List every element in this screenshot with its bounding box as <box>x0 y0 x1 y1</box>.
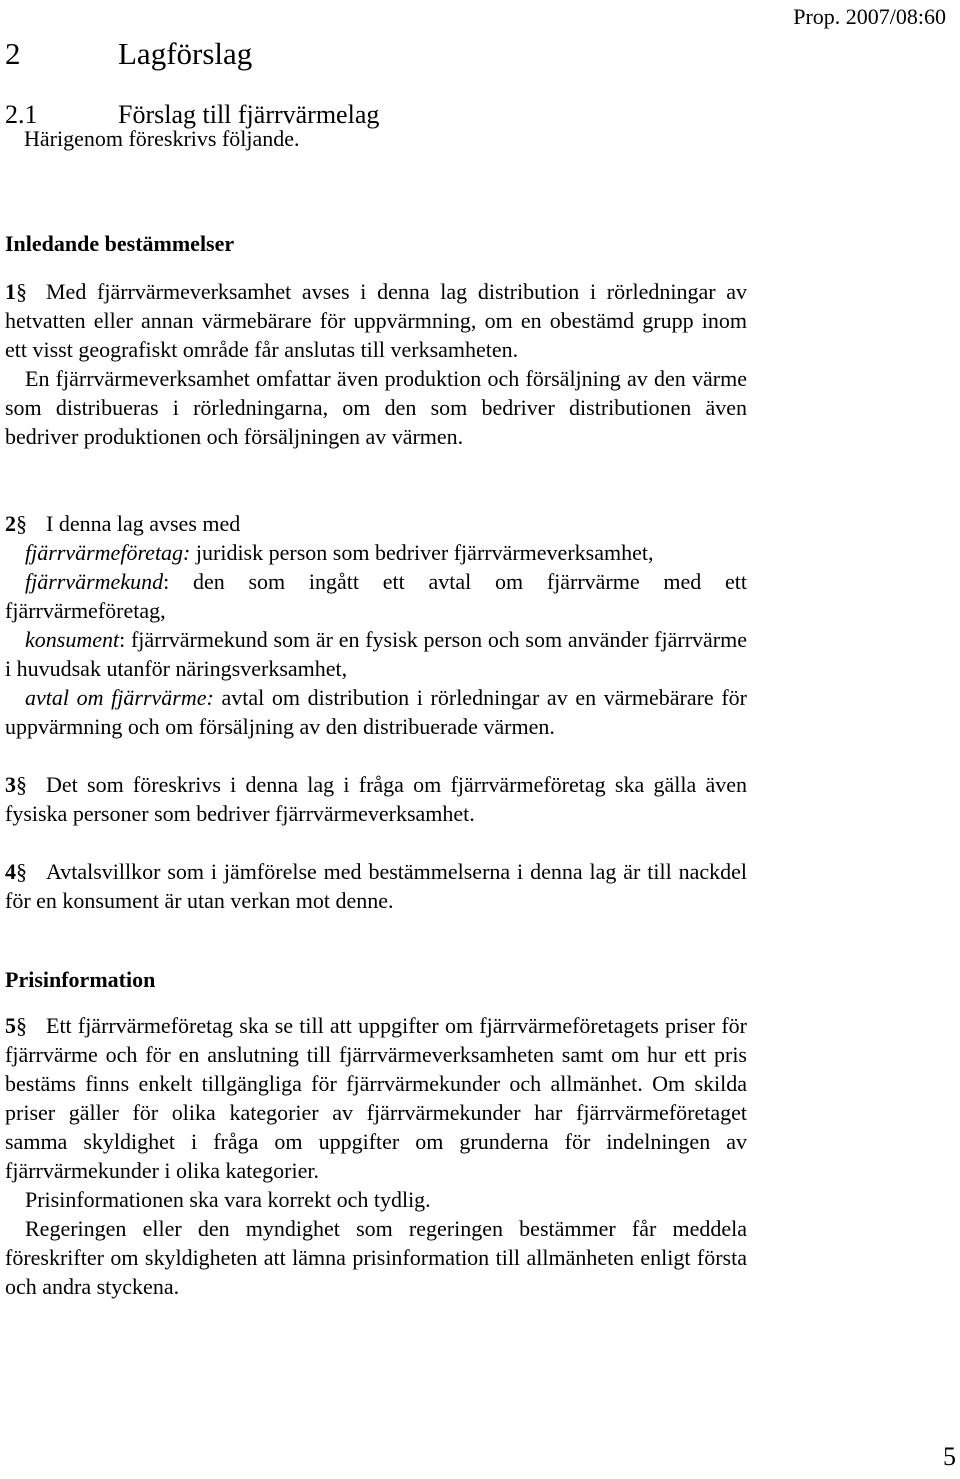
section-sign: § <box>16 772 27 797</box>
intro-text: Härigenom föreskrivs följande. <box>24 126 300 151</box>
definition-text: : den som ingått ett avtal om fjärrvärme med ett fjärrvärmeföretag, <box>5 569 747 623</box>
definition-term: fjärrvärmeföretag: <box>25 540 191 565</box>
paragraph-text: Det som föreskrivs i denna lag i fråga om fjärrvärmeföretag ska gälla även fysiska personer som bedriver fjärrvärmeverksamhet. <box>5 772 747 826</box>
page-number: 5 <box>943 1442 956 1471</box>
paragraph-text: Avtalsvillkor som i jämförelse med bestämmelserna i denna lag är till nackdel för en konsument är utan verkan mot denne. <box>5 859 747 913</box>
paragraph-text: I denna lag avses med <box>46 511 241 536</box>
definition-text: avtal om distribution i rörledningar av en värmebärare för uppvärmning och om försäljning av den distribuerade värmen. <box>5 685 747 739</box>
definition-text: : fjärrvärmekund som är en fysisk person och som använder fjärrvärme i huvudsak utanför näringsverksamhet, <box>5 627 747 681</box>
definition-item <box>5 683 747 741</box>
heading-inledande-bestammelser: Inledande bestämmelser <box>5 231 235 256</box>
section-number: 2.1 <box>5 100 38 129</box>
paragraph-text: En fjärrvärmeverksamhet omfattar även produktion och försäljning av den värme som distribueras i rörledningarna, om den som bedriver distributionen även bedriver produktionen och försäljningen av värmen. <box>5 366 747 449</box>
paragraph-number: 3 <box>5 772 16 797</box>
paragraph-text: Regeringen eller den myndighet som regeringen bestämmer får meddela föreskrifter om skyldigheten att lämna prisinformation till allmänheten enligt första och andra styckena. <box>5 1216 747 1299</box>
section-title: Förslag till fjärrvärmelag <box>118 100 380 129</box>
paragraph-number: 2 <box>5 511 16 536</box>
paragraph-number: 1 <box>5 279 16 304</box>
definition-term: avtal om fjärrvärme: <box>25 685 214 710</box>
section-sign: § <box>16 279 27 304</box>
paragraph-text: Ett fjärrvärmeföretag ska se till att uppgifter om fjärrvärmeföretagets priser för fjärrvärme och för en anslutning till fjärrvärmeverksamheten samt om hur ett pris bestäms finns enkelt tillgängliga för fjärrvärmekunder och allmänhet. Om skilda priser gäller för olika kategorier av fjärrvärmekunder har fjärrvärmeföretaget samma skyldighet i fråga om uppgifter om grunderna för indelningen av fjärrvärmekunder i olika kategorier. <box>5 1013 747 1183</box>
section-sign: § <box>16 511 27 536</box>
paragraph-text: Prisinformationen ska vara korrekt och tydlig. <box>25 1187 431 1212</box>
proposition-reference: Prop. 2007/08:60 <box>793 4 946 29</box>
paragraph-number: 4 <box>5 859 16 884</box>
paragraph-3 <box>5 770 747 828</box>
paragraph-2 <box>5 509 747 741</box>
chapter-title: Lagförslag <box>118 36 253 71</box>
chapter-number: 2 <box>5 36 21 71</box>
paragraph-1 <box>5 277 747 451</box>
heading-prisinformation: Prisinformation <box>5 967 156 992</box>
chapter-heading <box>5 34 252 74</box>
definition-item <box>5 625 747 683</box>
definition-term: fjärrvärmekund <box>25 569 164 594</box>
definition-item <box>5 567 747 625</box>
definition-text: juridisk person som bedriver fjärrvärmeverksamhet, <box>190 540 654 565</box>
paragraph-4 <box>5 857 747 915</box>
section-sign: § <box>16 859 27 884</box>
definition-term: konsument <box>25 627 120 652</box>
paragraph-5 <box>5 1011 747 1301</box>
paragraph-text: Med fjärrvärmeverksamhet avses i denna lag distribution i rörledningar av hetvatten eller annan värmebärare för uppvärmning, om en obestämd grupp inom ett visst geografiskt område får anslutas till verksamheten. <box>5 279 747 362</box>
definition-item <box>5 538 747 567</box>
section-sign: § <box>16 1013 27 1038</box>
paragraph-number: 5 <box>5 1013 16 1038</box>
